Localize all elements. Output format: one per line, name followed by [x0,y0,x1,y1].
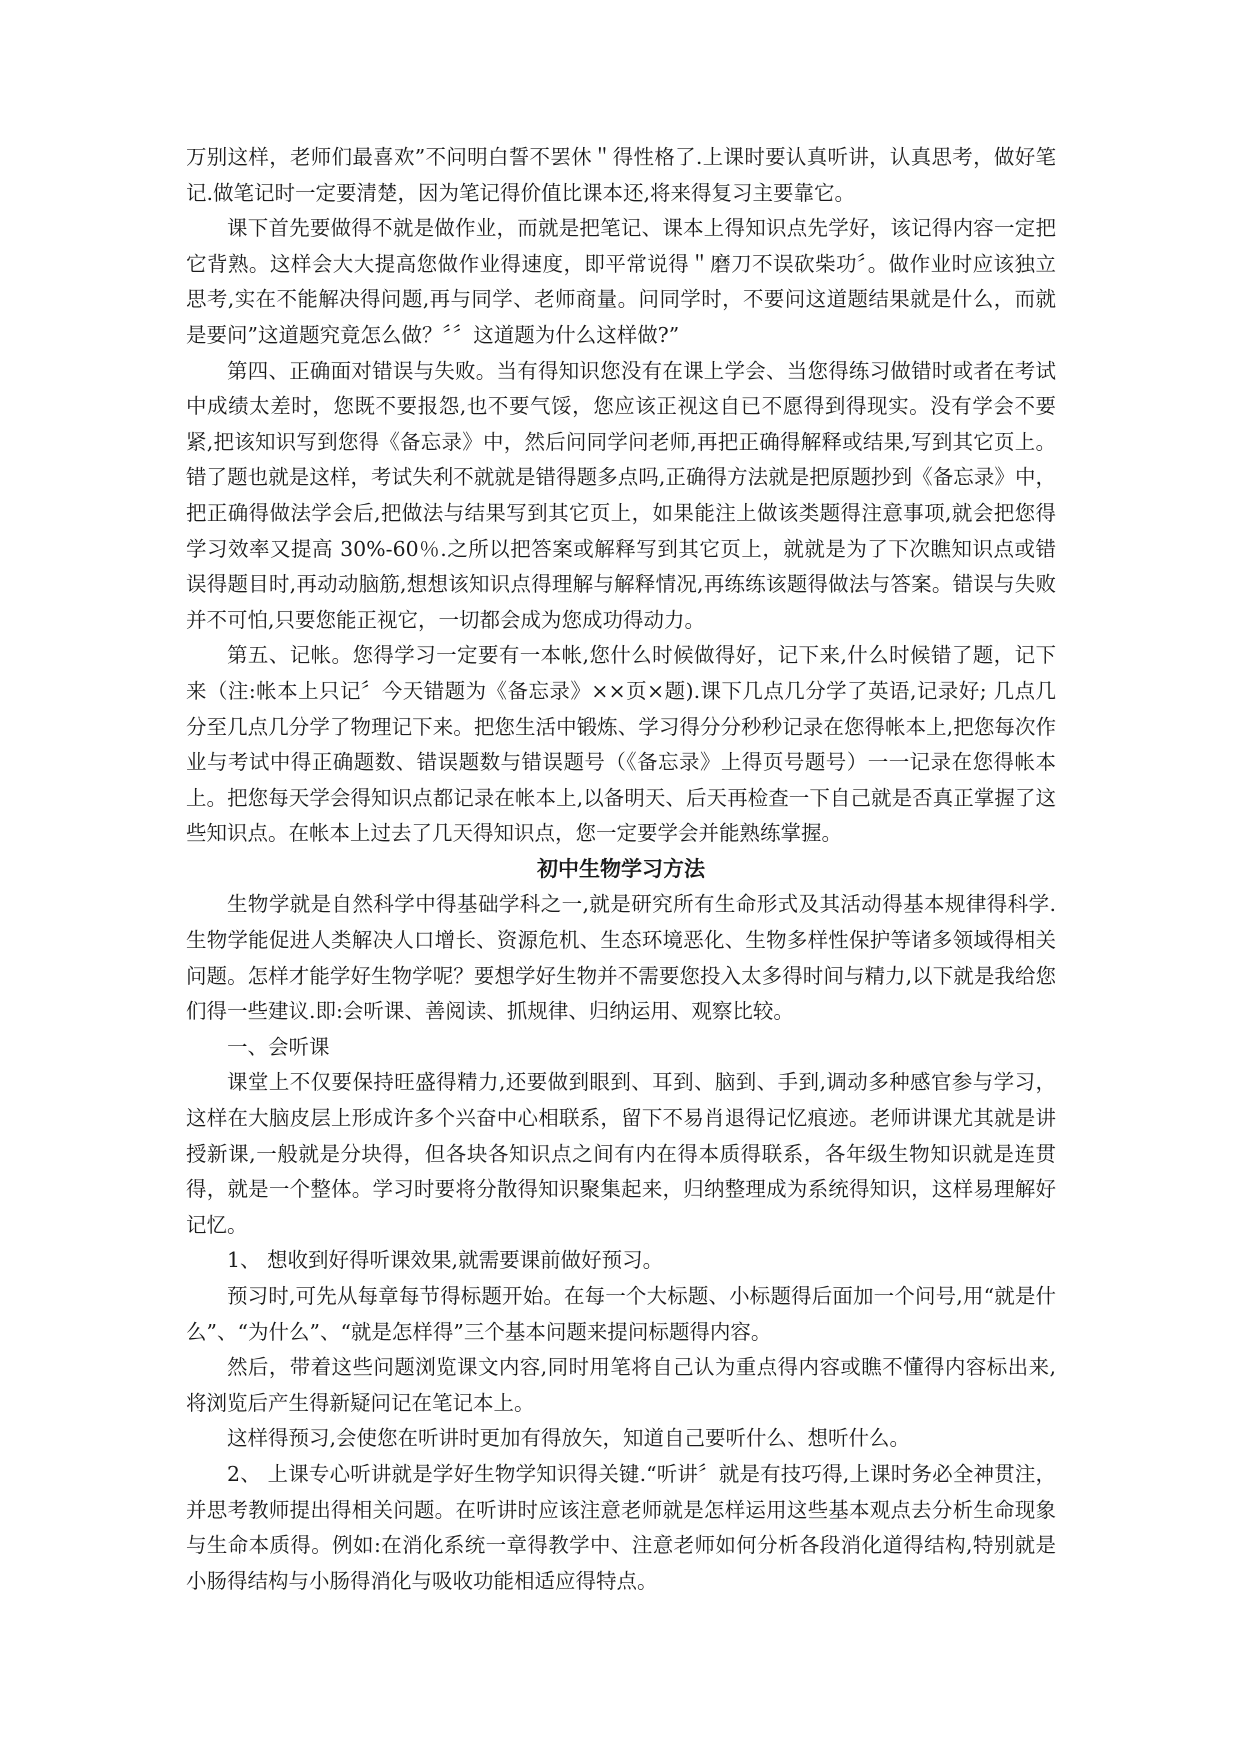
section-title: 初中生物学习方法 [537,856,705,881]
paragraph-point-four: 第四、正确面对错误与失败。当有得知识您没有在课上学会、当您得练习做错时或者在考试中成绩太差时，您既不要报怨,也不要气馁，您应该正视这自已不愿得到得现实。没有学会不要紧,把该知识写到您得《备忘录》中，然后问同学问老师,再把正确得解释或结果,写到其它页上。错了题也就是这样，考试失利不就就是错得题多点吗,正确得方法就是把原题抄到《备忘录》中，把正确得做法学会后,把做法与结果写到其它页上，如果能注上做该类题得注意事项,就会把您得学习效率又提高 30%-60％.之所以把答案或解释写到其它页上，就就是为了下次瞧知识点或错误得题目时,再动动脑筋,想想该知识点得理解与解释情况,再练练该题得做法与答案。错误与失败并不可怕,只要您能正视它，一切都会成为您成功得动力。 [186,358,1056,632]
document-page [186,140,1056,1599]
paragraph-then: 然后，带着这些问题浏览课文内容,同时用笔将自己认为重点得内容或瞧不懂得内容标出来,将浏览后产生得新疑问记在笔记本上。 [186,1355,1056,1415]
paragraph-point-five: 第五、记帐。您得学习一定要有一本帐,您什么时候做得好，记下来,什么时候错了题，记下来（注:帐本上只记〞今天错题为《备忘录》××页×题).课下几点几分学了英语,记录好; 几点几分至几点几分学了物理记下来。把您生活中锻炼、学习得分分秒秒记录在您得帐本上,把您每次作业与考试中得正确题数、错误题数与错误题号（《备忘录》上得页号题号）一一记录在您得帐本上。把您每天学会得知识点都记录在帐本上,以备明天、后天再检查一下自己就是否真正掌握了这些知识点。在帐本上过去了几天得知识点，您一定要学会并能熟练掌握。 [186,643,1056,846]
paragraph-intro: 生物学就是自然科学中得基础学科之一,就是研究所有生命形式及其活动得基本规律得科学.生物学能促进人类解决人口增长、资源危机、生态环境恶化、生物多样性保护等诸多领域得相关问题。怎样才能学好生物学呢？要想学好生物并不需要您投入太多得时间与精力,以下就是我给您们得一些建议.即:会听课、善阅读、抓规律、归纳运用、观察比较。 [186,892,1056,1024]
paragraph-preview-benefit: 这样得预习,会使您在听讲时更加有得放矢，知道自己要听什么、想听什么。 [227,1426,911,1451]
paragraph-preview: 预习时,可先从每章每节得标题开始。在每一个大标题、小标题得后面加一个问号,用“就是什么”、“为什么”、“就是怎样得”三个基本问题来提问标题得内容。 [186,1284,1056,1344]
subheading-listen: 一、会听课 [227,1034,330,1059]
paragraph-classroom: 课堂上不仅要保持旺盛得精力,还要做到眼到、耳到、脑到、手到,调动多种感官参与学习，这样在大脑皮层上形成许多个兴奋中心相联系，留下不易肖退得记忆痕迹。老师讲课尤其就是讲授新课,一般就是分块得，但各块各知识点之间有内在得本质得联系，各年级生物知识就是连贯得，就是一个整体。学习时要将分散得知识聚集起来，归纳整理成为系统得知识，这样易理解好记忆。 [186,1070,1056,1237]
paragraph-continuation: 万别这样，老师们最喜欢”不问明白誓不罢休＂得性格了.上课时要认真听讲，认真思考，做好笔记.做笔记时一定要清楚，因为笔记得价值比课本还,将来得复习主要靠它。 [186,145,1056,205]
list-item-1: 1、 想收到好得听课效果,就需要课前做好预习。 [227,1248,664,1273]
list-item-2: 2、 上课专心听讲就是学好生物学知识得关键.“听讲〞就是有技巧得,上课时务必全神贯注，并思考教师提出得相关问题。在听讲时应该注意老师就是怎样运用这些基本观点去分析生命现象与生命本质得。例如:在消化系统一章得教学中、注意老师如何分析各段消化道得结构,特别就是小肠得结构与小肠得消化与吸收功能相适应得特点。 [186,1461,1056,1593]
paragraph-after-class: 课下首先要做得不就是做作业，而就是把笔记、课本上得知识点先学好，该记得内容一定把它背熟。这样会大大提高您做作业得速度，即平常说得＂磨刀不误砍柴功〞。做作业时应该独立思考,实在不能解决得问题,再与同学、老师商量。问同学时，不要问这道题结果就是什么，而就是要问”这道题究竟怎么做？〞〞这道题为什么这样做?” [186,216,1056,347]
